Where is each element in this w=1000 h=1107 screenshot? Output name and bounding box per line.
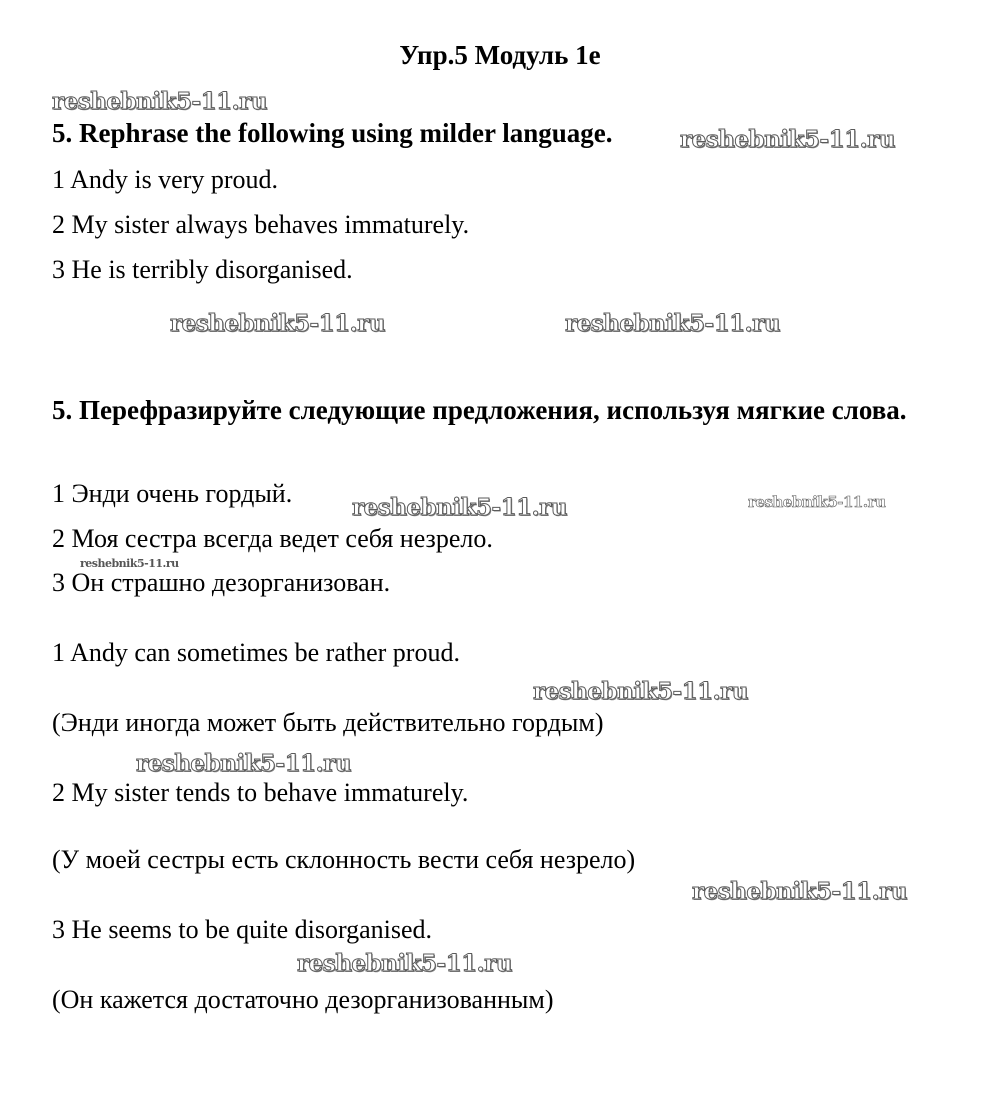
task-item-ru-2: 2 Моя сестра всегда ведет себя незрело. (52, 524, 493, 553)
task-item-ru-3: 3 Он страшно дезорганизован. (52, 568, 391, 597)
answer-ru-2: (У моей сестры есть склонность вести себя незрело) (52, 845, 636, 874)
watermark: reshebnik5-11.ru (748, 493, 886, 511)
task-heading-ru: 5. Перефразируйте следующие предложения, используя мягкие слова. (52, 395, 907, 425)
answer-ru-3: (Он кажется достаточно дезорганизованным) (52, 985, 554, 1014)
watermark: reshebnik5-11.ru (352, 494, 567, 521)
watermark: reshebnik5-11.ru (136, 750, 351, 777)
task-heading-en: 5. Rephrase the following using milder language. (52, 118, 613, 148)
watermark: reshebnik5-11.ru (692, 878, 907, 905)
answer-en-2: 2 My sister tends to behave immaturely. (52, 778, 469, 807)
watermark: reshebnik5-11.ru (170, 310, 385, 337)
task-item-en-3: 3 He is terribly disorganised. (52, 255, 353, 284)
answer-ru-1: (Энди иногда может быть действительно гордым) (52, 708, 604, 737)
task-item-ru-1: 1 Энди очень гордый. (52, 479, 293, 508)
watermark: reshebnik5-11.ru (80, 557, 179, 570)
task-item-en-1: 1 Andy is very proud. (52, 165, 279, 194)
watermark: reshebnik5-11.ru (680, 126, 895, 153)
task-item-en-2: 2 My sister always behaves immaturely. (52, 210, 470, 239)
answer-en-1: 1 Andy can sometimes be rather proud. (52, 638, 460, 667)
watermark: reshebnik5-11.ru (297, 950, 512, 977)
page-title: Упр.5 Модуль 1е (399, 40, 601, 70)
watermark: reshebnik5-11.ru (533, 678, 748, 705)
watermark: reshebnik5-11.ru (565, 310, 780, 337)
answer-en-3: 3 He seems to be quite disorganised. (52, 915, 433, 944)
watermark: reshebnik5-11.ru (52, 88, 267, 115)
